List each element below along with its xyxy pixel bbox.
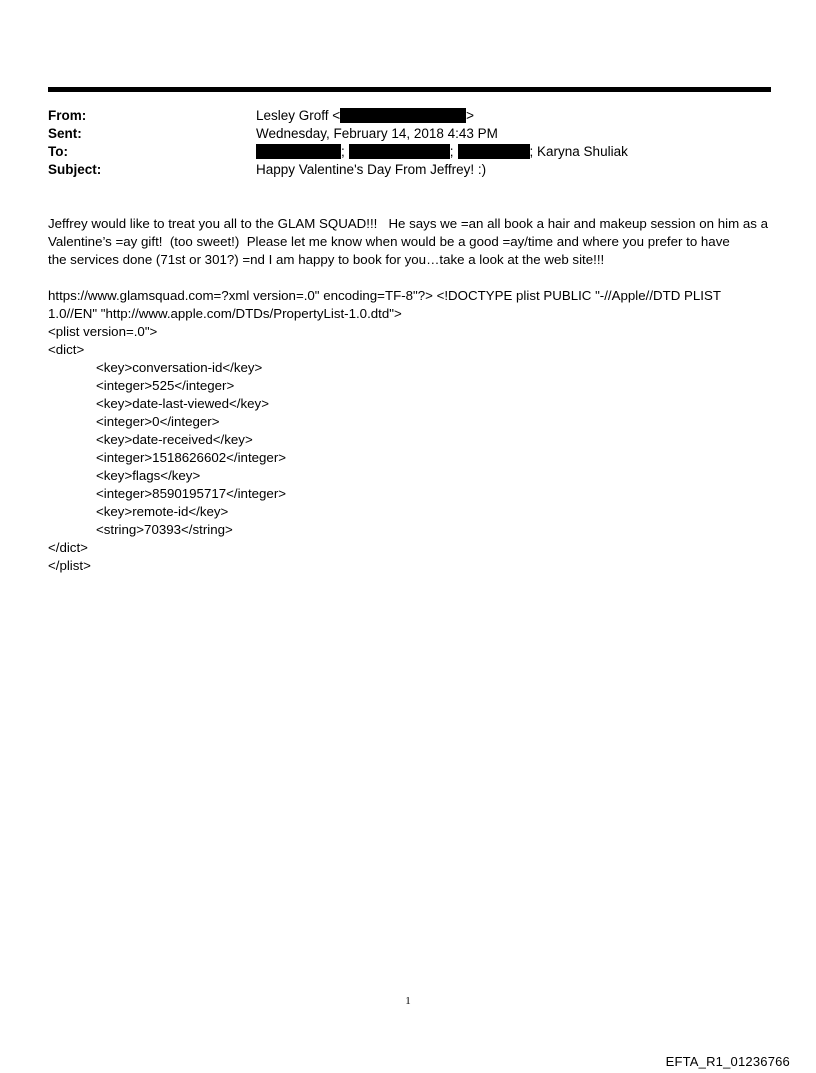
to-last-recipient: ; Karyna Shuliak [529,144,628,159]
redaction-box [349,144,450,159]
body-line: https://www.glamsquad.com=?xml version=.0" encoding=TF-8"?> <!DOCTYPE plist PUBLIC "-//Apple//DTD PLIST [48,288,721,303]
body-line: 1.0//EN" "http://www.apple.com/DTDs/PropertyList-1.0.dtd"> [48,306,402,321]
redaction-box [458,144,530,159]
body-line: the services done (71st or 301?) =nd I am happy to book for you…take a look at the web site!!! [48,252,605,267]
to-value [256,143,628,161]
sent-label: Sent: [48,126,82,141]
body-line: </dict> [48,540,88,555]
subject-label: Subject: [48,162,102,177]
redaction-box [340,108,466,123]
to-separator: ; [449,144,454,159]
from-label: From: [48,108,87,123]
header-rule [48,87,771,92]
dict-line: <key>date-received</key> [96,432,253,447]
dict-line: <integer>0</integer> [96,414,220,429]
plist-block [48,287,778,575]
dict-line: <key>date-last-viewed</key> [96,396,269,411]
document-id: EFTA_R1_01236766 [665,1054,790,1069]
dict-line: <key>remote-id</key> [96,504,229,519]
from-value [256,107,474,125]
dict-line: <integer>1518626602</integer> [96,450,287,465]
subject-value: Happy Valentine's Day From Jeffrey! :) [256,162,487,177]
to-label: To: [48,144,68,159]
body-line: <plist version=.0"> [48,324,158,339]
to-separator: ; [341,144,345,159]
from-close: > [466,108,475,123]
redaction-box [256,144,341,159]
body-line: </plist> [48,558,91,573]
page-number: 1 [405,995,411,1007]
body-line: Valentine’s =ay gift! (too sweet!) Please let me know when would be a good =ay/time and where you prefer to have [48,234,730,249]
dict-line: <key>flags</key> [96,468,201,483]
sent-value: Wednesday, February 14, 2018 4:43 PM [256,126,498,141]
dict-line: <integer>8590195717</integer> [96,486,287,501]
email-body-paragraph [48,215,778,269]
from-name: Lesley Groff < [256,108,341,123]
dict-line: <integer>525</integer> [96,378,235,393]
body-line: <dict> [48,342,85,357]
dict-line: <string>70393</string> [96,522,233,537]
dict-line: <key>conversation-id</key> [96,360,263,375]
body-line: Jeffrey would like to treat you all to the GLAM SQUAD!!! He says we =an all book a hair and makeup session on him as a [48,216,768,231]
